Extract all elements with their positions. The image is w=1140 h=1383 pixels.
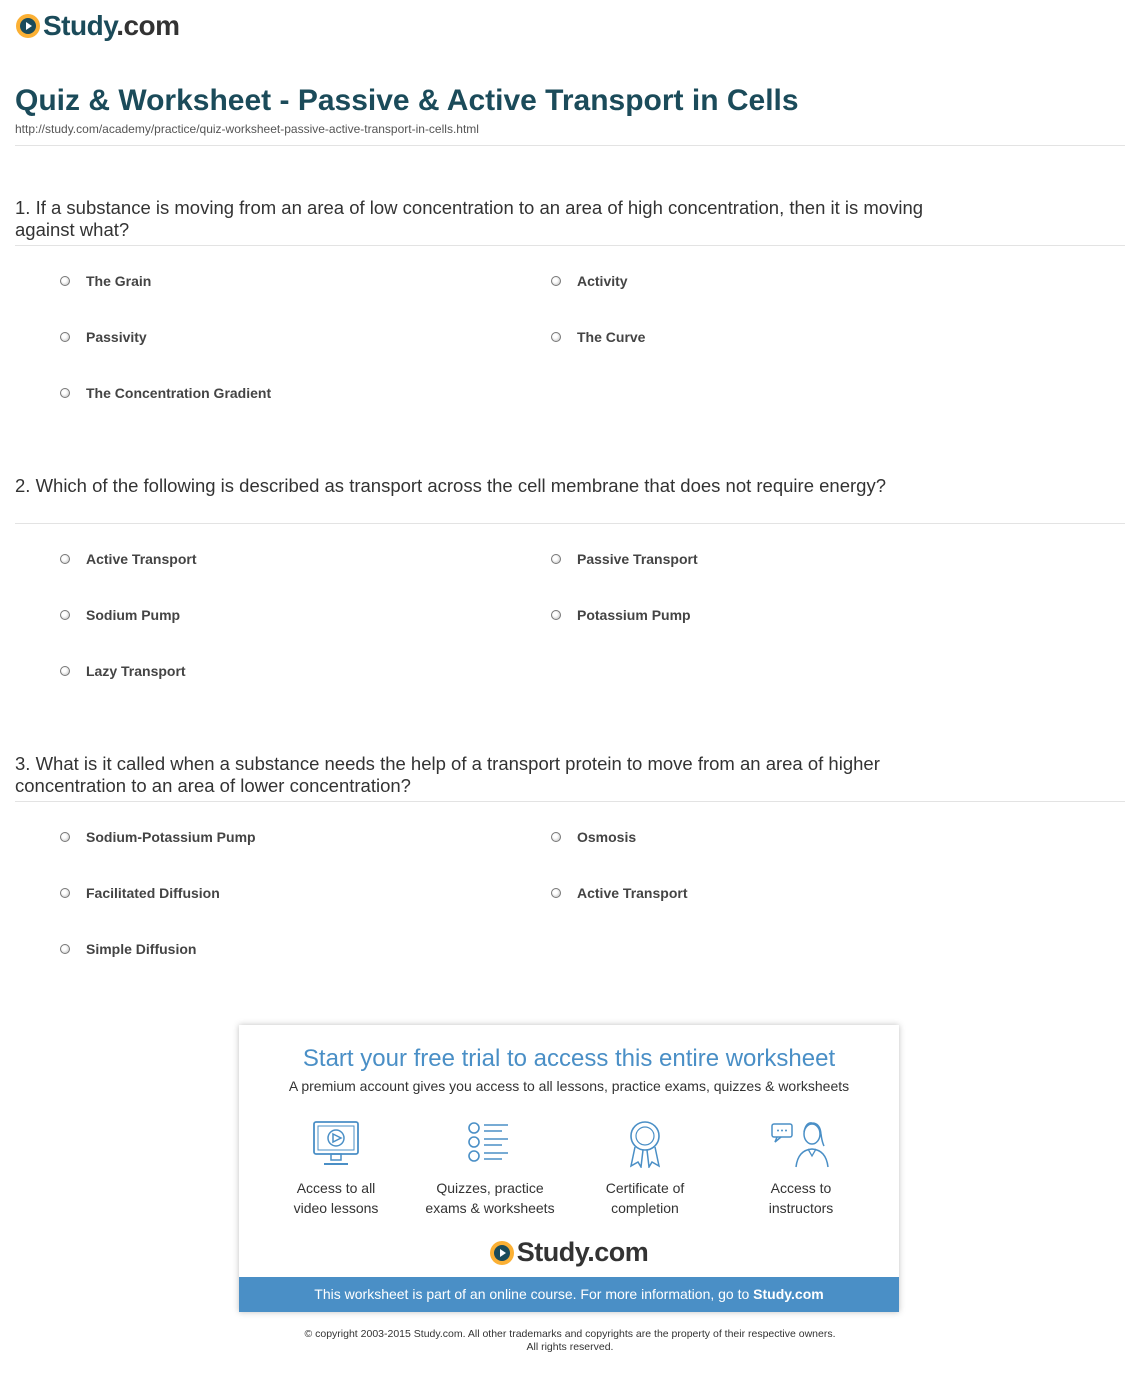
radio-button[interactable] xyxy=(551,276,561,286)
feature-instructors: Access to instructors xyxy=(726,1120,876,1218)
q2-option-c[interactable]: Sodium Pump xyxy=(60,607,180,623)
radio-button[interactable] xyxy=(551,832,561,842)
copyright-notice: © copyright 2003-2015 Study.com. All other trademarks and copyrights are the property of their respective owners. All rights reserved. xyxy=(304,1328,836,1353)
q3-option-b[interactable]: Osmosis xyxy=(551,829,636,845)
q2-option-a[interactable]: Active Transport xyxy=(60,551,196,567)
q3-option-c[interactable]: Facilitated Diffusion xyxy=(60,885,220,901)
certificate-icon xyxy=(619,1120,671,1168)
radio-button[interactable] xyxy=(60,888,70,898)
question-3-divider xyxy=(15,801,1125,802)
promo-study-logo[interactable] xyxy=(239,1237,899,1268)
radio-button[interactable] xyxy=(60,388,70,398)
promo-title: Start your free trial to access this entire worksheet xyxy=(302,1045,836,1072)
free-trial-promo[interactable] xyxy=(239,1025,899,1312)
radio-button[interactable] xyxy=(60,554,70,564)
q1-option-c[interactable]: Passivity xyxy=(60,329,147,345)
q3-option-a[interactable]: Sodium-Potassium Pump xyxy=(60,829,256,845)
q3-option-e[interactable]: Simple Diffusion xyxy=(60,941,196,957)
question-1-divider xyxy=(15,245,1125,246)
study-com-link[interactable]: Study.com xyxy=(753,1286,824,1302)
promo-logo-text: Study.com xyxy=(516,1237,649,1267)
radio-button[interactable] xyxy=(60,666,70,676)
radio-button[interactable] xyxy=(60,832,70,842)
page-title: Quiz & Worksheet - Passive & Active Transport in Cells xyxy=(15,84,799,117)
question-1-text: 1. If a substance is moving from an area of low concentration to an area of high concentration, then it is moving against what? xyxy=(15,197,924,240)
question-2-divider xyxy=(15,523,1125,524)
radio-button[interactable] xyxy=(551,888,561,898)
radio-button[interactable] xyxy=(60,276,70,286)
radio-button[interactable] xyxy=(60,944,70,954)
page-url: http://study.com/academy/practice/quiz-worksheet-passive-active-transport-in-cells.html xyxy=(15,122,479,136)
q1-option-a[interactable]: The Grain xyxy=(60,273,151,289)
instructor-icon xyxy=(770,1120,832,1168)
study-logo-icon xyxy=(490,1241,514,1265)
header-divider xyxy=(15,145,1125,146)
feature-quizzes: Quizzes, practice exams & worksheets xyxy=(415,1120,565,1218)
course-info-bar: This worksheet is part of an online course. For more information, go to Study.com xyxy=(239,1277,899,1312)
radio-button[interactable] xyxy=(60,332,70,342)
study-logo-icon xyxy=(16,14,40,38)
quiz-list-icon xyxy=(464,1120,516,1168)
q1-option-b[interactable]: Activity xyxy=(551,273,628,289)
q1-option-e[interactable]: The Concentration Gradient xyxy=(60,385,271,401)
q2-option-d[interactable]: Potassium Pump xyxy=(551,607,691,623)
feature-certificate: Certificate of completion xyxy=(570,1120,720,1218)
q2-option-b[interactable]: Passive Transport xyxy=(551,551,698,567)
radio-button[interactable] xyxy=(60,610,70,620)
q1-option-d[interactable]: The Curve xyxy=(551,329,645,345)
radio-button[interactable] xyxy=(551,554,561,564)
video-lesson-icon xyxy=(310,1120,362,1168)
feature-video-lessons: Access to all video lessons xyxy=(261,1120,411,1218)
logo-text: Study.com xyxy=(43,10,180,41)
question-2-text: 2. Which of the following is described as transport across the cell membrane that does not require energy? xyxy=(15,475,886,496)
study-logo[interactable] xyxy=(16,10,180,42)
question-3-text: 3. What is it called when a substance needs the help of a transport protein to move from an area of higher concentration to an area of lower concentration? xyxy=(15,753,880,796)
radio-button[interactable] xyxy=(551,332,561,342)
q2-option-e[interactable]: Lazy Transport xyxy=(60,663,186,679)
q3-option-d[interactable]: Active Transport xyxy=(551,885,687,901)
radio-button[interactable] xyxy=(551,610,561,620)
promo-subtitle: A premium account gives you access to all lessons, practice exams, quizzes & worksheets xyxy=(288,1078,850,1094)
